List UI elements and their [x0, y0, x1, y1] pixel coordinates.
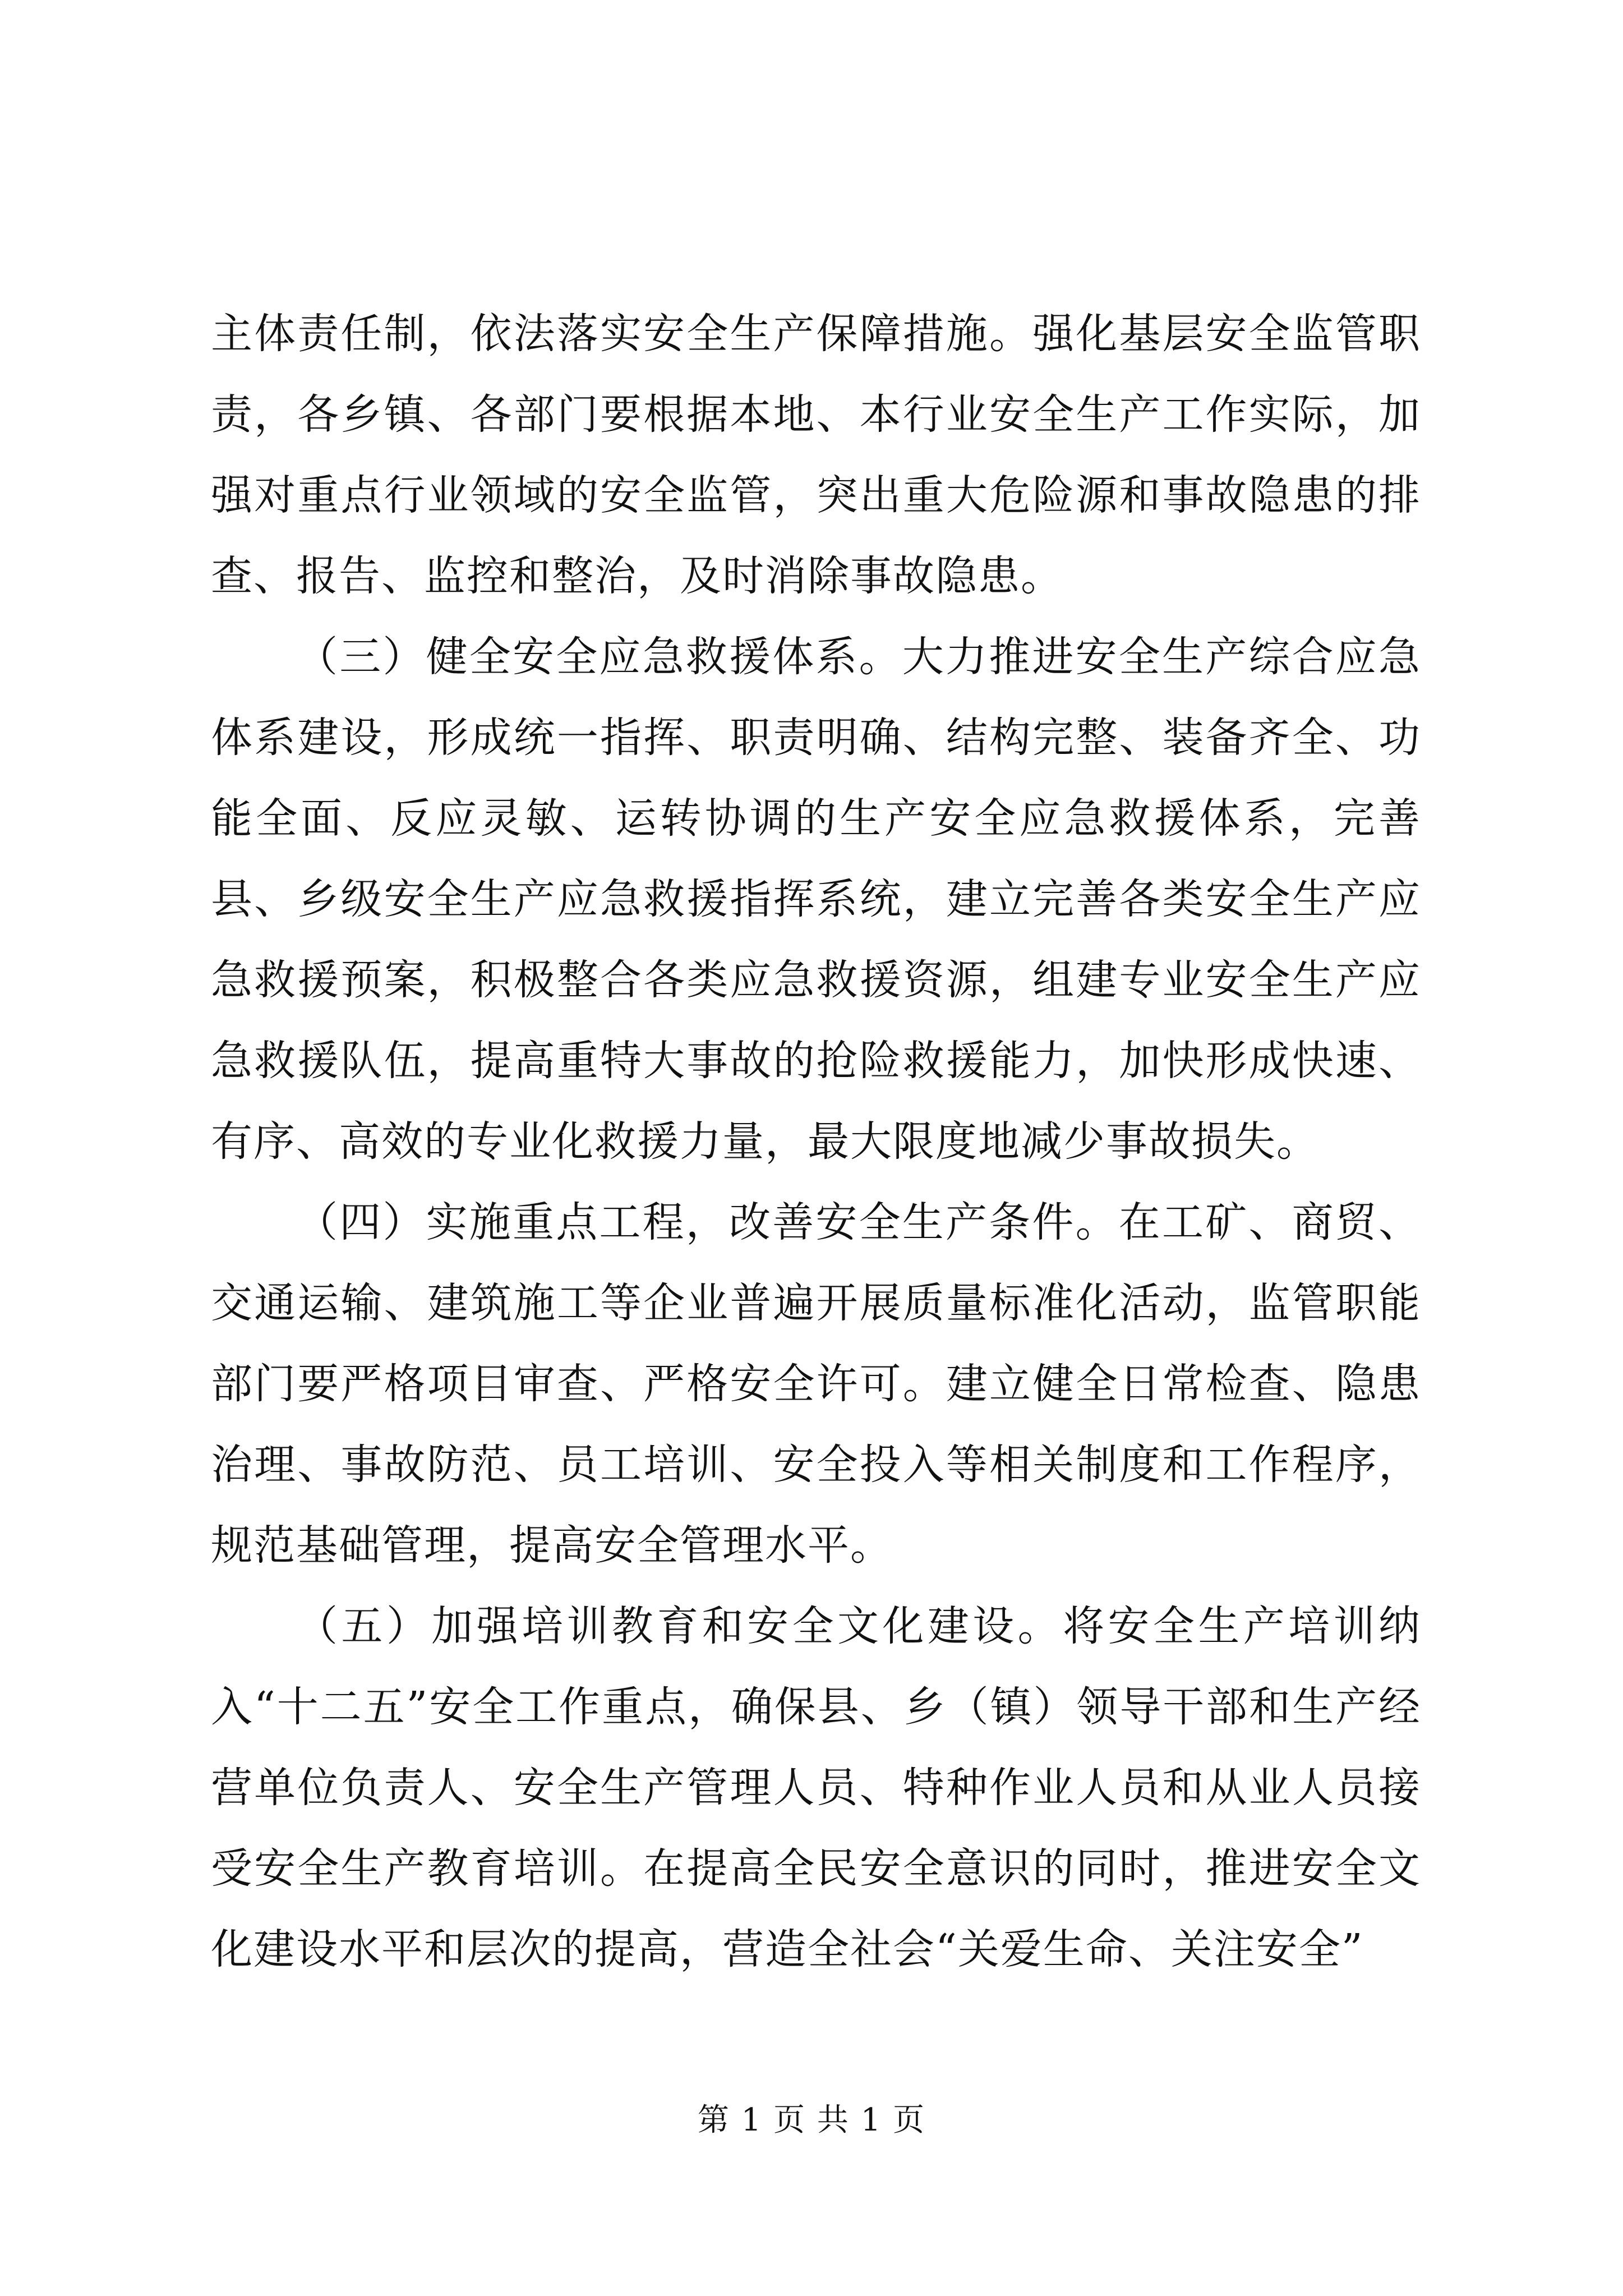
paragraph-key-projects: （四）实施重点工程，改善安全生产条件。在工矿、商贸、交通运输、建筑施工等企业普遍开展质量标准化活动，监管职能部门要严格项目审查、严格安全许可。建立健全日常检查、隐患治理、事故防范、员工培训、安全投入等相关制度和工作程序，规范基础管理，提高安全管理水平。 — [211, 1198, 1421, 1570]
page-number-footer: 第 1 页 共 1 页 — [697, 2102, 926, 2138]
paragraph-training-culture: （五）加强培训教育和安全文化建设。将安全生产培训纳入“十二五”安全工作重点，确保县、乡（镇）领导干部和生产经营单位负责人、安全生产管理人员、特种作业人员和从业人员接受安全生产教育培训。在提高全民安全意识的同时，推进安全文化建设水平和层次的提高，营造全社会“关爱生命、关注安全” — [211, 1602, 1421, 1973]
paragraph-emergency-rescue: （三）健全安全应急救援体系。大力推进安全生产综合应急体系建设，形成统一指挥、职责明确、结构完整、装备齐全、功能全面、反应灵敏、运转协调的生产安全应急救援体系，完善县、乡级安全生产应急救援指挥系统，建立完善各类安全生产应急救援预案，积极整合各类应急救援资源，组建专业安全生产应急救援队伍，提高重特大事故的抢险救援能力，加快形成快速、有序、高效的专业化救援力量，最大限度地减少事故损失。 — [211, 633, 1421, 1166]
paragraph-responsibility: 主体责任制，依法落实安全生产保障措施。强化基层安全监管职责，各乡镇、各部门要根据本地、本行业安全生产工作实际，加强对重点行业领域的安全监管，突出重大危险源和事故隐患的排查、报告、监控和整治，及时消除事故隐患。 — [211, 310, 1421, 600]
document-body — [211, 293, 1421, 1990]
